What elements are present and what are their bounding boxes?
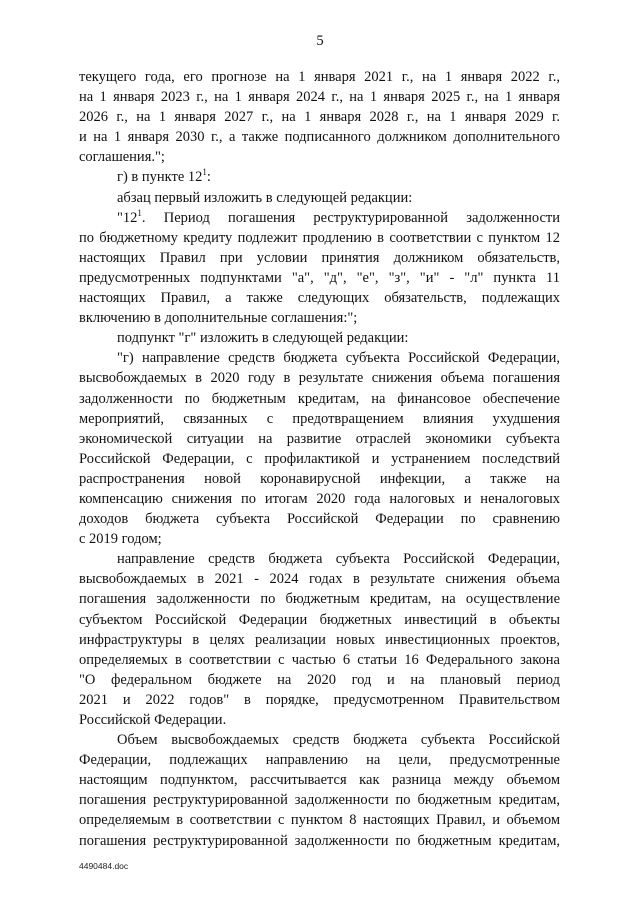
text-line: "г) направление средств бюджета субъекта Российской Федерации, (117, 350, 560, 367)
paragraph-point-12-1 (79, 208, 560, 329)
text-line: настоящих Правил при условии принятия должником обязательств, (79, 249, 560, 266)
text-line: настоящих Правил, а также следующих обязательств, подлежащих (79, 290, 560, 307)
paragraph-investments (79, 549, 560, 730)
text-line: по бюджетному кредиту подлежит продлению в соответствии с пунктом 12 (79, 229, 560, 246)
text-line: Объем высвобождаемых средств бюджета субъекта Российской (117, 732, 560, 749)
text-line: и на 1 января 2030 г., а также подписанного должником дополнительного (79, 129, 560, 146)
text-line: "$12^1$. Период погашения реструктурированной задолженности (117, 207, 560, 226)
text-line: инфраструктуры в целях реализации новых инвестиционных проектов, (79, 631, 560, 648)
text-line: "О федеральном бюджете на 2020 год и на плановый период (79, 671, 560, 688)
text-line: экономической ситуации на развитие отраслей экономики субъекта (79, 430, 560, 447)
text-line: мероприятий, связанных с предотвращением влияния ухудшения (79, 410, 560, 427)
paragraph-subpoint-g (79, 348, 560, 549)
paragraph-volume (79, 730, 560, 851)
text-line: текущего года, его прогнозе на 1 января 2021 г., на 1 января 2022 г., (79, 69, 560, 85)
text-line: погашения задолженности по бюджетным кредитам, на осуществление (79, 591, 560, 608)
instruction-line: абзац первый изложить в следующей редакции: (117, 189, 413, 206)
text-line: высвобождаемых в 2020 году в результате снижения объема погашения (79, 370, 560, 387)
instruction-line: подпункт "г" изложить в следующей редакции: (117, 330, 409, 347)
text-line: распространения новой коронавирусной инфекции, а также на (79, 470, 560, 487)
text-line: настоящим подпунктом, рассчитывается как разница между объемом (79, 772, 560, 789)
text-line: Федерации, подлежащих направлению на цели, предусмотренные (79, 752, 560, 769)
text-line: соглашения."; (79, 149, 165, 166)
subpoint-g-heading: г) в пункте $12^1$: (117, 167, 211, 186)
footer-filename: 4490484.doc (79, 861, 129, 871)
text-line: высвобождаемых в 2021 - 2024 годах в результате снижения объема (79, 571, 560, 588)
text-line: на 1 января 2023 г., на 1 января 2024 г., на 1 января 2025 г., на 1 января (79, 89, 560, 106)
text-line: 2021 и 2022 годов" в порядке, предусмотренном Правительством (79, 691, 560, 708)
text-line: включению в дополнительные соглашения:"; (79, 310, 358, 327)
text-line: задолженности по бюджетным кредитам, на финансовое обеспечение (79, 390, 560, 407)
text-line: Российской Федерации. (79, 712, 227, 728)
text-line: погашения реструктурированной задолженности по бюджетным кредитам, (79, 832, 560, 849)
text-line: предусмотренных подпунктами "а", "д", "е", "з", "и" - "л" пункта 11 (79, 269, 560, 286)
text-line: направление средств бюджета субъекта Российской Федерации, (117, 551, 560, 568)
text-line: погашения реструктурированной задолженности по бюджетным кредитам, (79, 792, 560, 809)
text-line: 2026 г., на 1 января 2027 г., на 1 января 2028 г., на 1 января 2029 г. (79, 109, 560, 126)
text-line: с 2019 годом; (79, 531, 162, 548)
text-line: определяемым в соответствии с пунктом 8 настоящих Правил, и объемом (79, 812, 560, 829)
text-line: субъектом Российской Федерации бюджетных инвестиций в объекты (79, 611, 560, 628)
document-body (79, 67, 560, 851)
text-line: компенсацию снижения по итогам 2020 года налоговых и неналоговых (79, 490, 560, 507)
text-line: Российской Федерации, с профилактикой и устранением последствий (79, 450, 560, 467)
page-number: 5 (316, 33, 324, 49)
text-line: доходов бюджета субъекта Российской Федерации по сравнению (79, 511, 560, 528)
text-line: определяемых в соответствии с частью 6 статьи 16 Федерального закона (79, 651, 560, 668)
paragraph-continuation (79, 67, 560, 167)
